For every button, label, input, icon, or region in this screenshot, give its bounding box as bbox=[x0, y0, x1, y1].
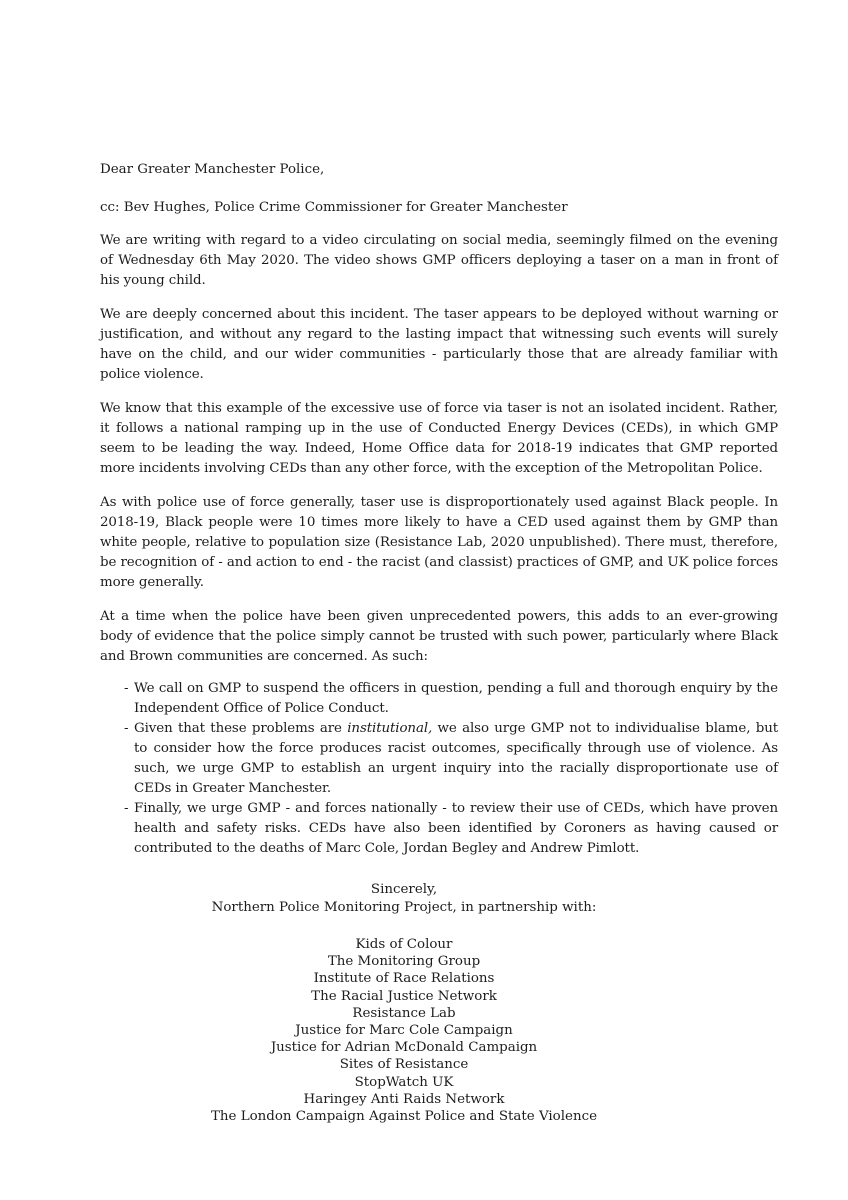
organisation: StopWatch UK bbox=[354, 1074, 454, 1090]
paragraph-concern: We are deeply concerned about this incident. The taser appears to be deployed without warning or justification, and without any regard to the lasting impact that witnessing such events will surely have on the child, and our wider communities - particularly those that are already familiar with police violence. bbox=[100, 307, 778, 382]
organisation: The Monitoring Group bbox=[327, 954, 481, 970]
organisation: Sites of Resistance bbox=[339, 1057, 469, 1073]
bullet-dash: - bbox=[124, 801, 129, 816]
demand-urgent-inquiry bbox=[134, 719, 778, 799]
demand-review-ceds: Finally, we urge GMP - and forces nationally - to review their use of CEDs, which have proven health and safety risks. CEDs have also been identified by Coroners as having caused or contributed to the deaths of Marc Cole, Jordan Begley and Andrew Pimlott. bbox=[134, 801, 778, 856]
organisation: Institute of Race Relations bbox=[313, 971, 495, 987]
signoff bbox=[100, 881, 778, 916]
organisation: The Racial Justice Network bbox=[311, 988, 497, 1004]
list-item bbox=[100, 679, 778, 719]
bullet-dash: - bbox=[124, 681, 129, 696]
organisation: Resistance Lab bbox=[352, 1005, 456, 1021]
organisation: The London Campaign Against Police and State Violence bbox=[210, 1109, 598, 1125]
organisation: Justice for Adrian McDonald Campaign bbox=[270, 1040, 538, 1056]
signatory: Northern Police Monitoring Project, in partnership with: bbox=[211, 899, 597, 915]
demand-inquiry-text-pre: Given that these problems are bbox=[134, 721, 348, 736]
paragraph-disproportionality: As with police use of force generally, taser use is disproportionately used against Black people. In 2018-19, Black people were 10 times more likely to have a CED used against them by GMP than white people, relative to population size (Resistance Lab, 2020 unpublished). There must, therefore, be recognition of - and action to end - the racist (and classist) practices of GMP, and UK police forces more generally. bbox=[100, 495, 778, 590]
demands-list bbox=[100, 679, 778, 859]
cc-line: cc: Bev Hughes, Police Crime Commissioner for Greater Manchester bbox=[100, 200, 568, 215]
bullet-dash: - bbox=[124, 721, 129, 736]
list-item bbox=[100, 719, 778, 799]
organisation: Haringey Anti Raids Network bbox=[303, 1091, 505, 1107]
organisation: Kids of Colour bbox=[355, 937, 453, 952]
organisations-list bbox=[100, 936, 778, 1125]
emphasis-institutional: institutional, bbox=[347, 721, 433, 736]
salutation: Dear Greater Manchester Police, bbox=[100, 162, 325, 177]
paragraph-ced-usage: We know that this example of the excessive use of force via taser is not an isolated incident. Rather, it follows a national ramping up in the use of Conducted Energy Devices (CEDs), in which GMP seem to be leading the way. Indeed, Home Office data for 2018-19 indicates that GMP reported more incidents involving CEDs than any other force, with the exception of the Metropolitan Police. bbox=[100, 401, 778, 476]
list-item bbox=[100, 799, 778, 859]
paragraph-video: We are writing with regard to a video circulating on social media, seemingly filmed on the evening of Wednesday 6th May 2020. The video shows GMP officers deploying a taser on a man in front of his young child. bbox=[100, 233, 778, 288]
paragraph-powers: At a time when the police have been given unprecedented powers, this adds to an ever-growing body of evidence that the police simply cannot be trusted with such power, particularly where Black and Brown communities are concerned. As such: bbox=[100, 609, 778, 664]
demand-suspend-officers: We call on GMP to suspend the officers in question, pending a full and thorough enquiry by the Independent Office of Police Conduct. bbox=[134, 681, 778, 716]
organisation: Justice for Marc Cole Campaign bbox=[295, 1023, 513, 1039]
closing: Sincerely, bbox=[370, 882, 438, 897]
demand-inquiry-text-post: we also urge GMP not to individualise blame, but to consider how the force produces racist outcomes, specifically through use of violence. As such, we urge GMP to establish an urgent inquiry into the racially disproportionate use of CEDs in Greater Manchester. bbox=[134, 721, 778, 796]
